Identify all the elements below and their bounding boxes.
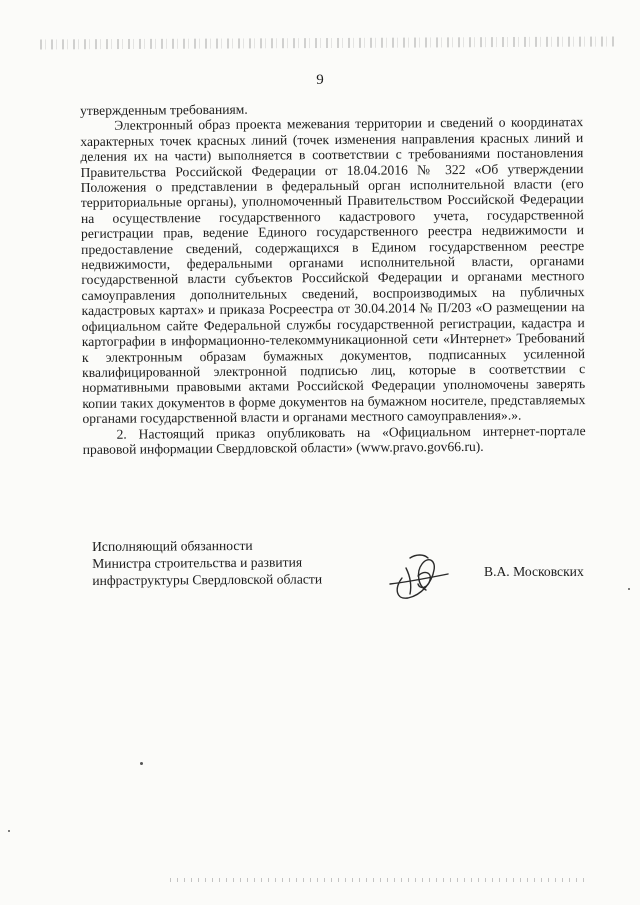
paragraph-electronic-image: Электронный образ проекта межевания территории и сведений о координатах характерных точек красных линий (точек изменения направления красных линий и деления их на части) выполняется в соответствии с требованиями постановления Правительства Российской Федерации от 18.04.2016 № 322 «Об утверждении Положения о представлении в федеральный орган исполнительной власти (его территориальные органы), уполномоченный Правительством Российской Федерации на осуществление государственного кадастрового учета, государственной регистрации прав, ведение Единого государственного реестра недвижимости и предоставление сведений, содержащихся в Едином государственном реестре недвижимости, федеральными органами исполнительной власти, органами государственной власти субъектов Российской Федерации и органами местного самоуправления дополнительных сведений, воспроизводимых на публичных кадастровых картах» и приказа Росреестра от 30.04.2014 № П/203 «О размещении на официальном сайте Федеральной службы государственной регистрации, кадастра и картографии в информационно-телекоммуникационной сети «Интернет» Требований к электронным образам бумажных документов, подписанных усиленной квалифицированной электронной подписью лиц, которые в соответствии с нормативными правовыми актами Российской Федерации уполномочены заверять копии таких документов в форме документов на бумажном носителе, представляемых органами государственной власти и органами местного самоуправления».». — [80, 114, 586, 427]
page-number: 9 — [316, 72, 324, 88]
signatory-position — [92, 536, 322, 589]
position-line: инфраструктуры Свердловской области — [92, 571, 323, 588]
scan-artifact-top — [40, 36, 615, 49]
scan-artifact-bottom — [170, 878, 590, 882]
position-line: Исполняющий обязанности — [92, 537, 253, 554]
handwritten-signature — [388, 548, 450, 604]
scan-speck — [140, 762, 143, 765]
signer-name: В.А. Московских — [484, 564, 584, 579]
scan-speck — [8, 830, 10, 832]
scan-speck — [628, 588, 630, 590]
continuation-line: утвержденным требованиям. — [80, 101, 248, 118]
position-line: Министра строительства и развития — [92, 554, 303, 571]
paragraph-publication: 2. Настоящий приказ опубликовать на «Официальном интернет-портале правовой информации Свердловской области» (www.pravo.gov66.ru). — [82, 422, 586, 457]
document-body — [80, 99, 586, 457]
